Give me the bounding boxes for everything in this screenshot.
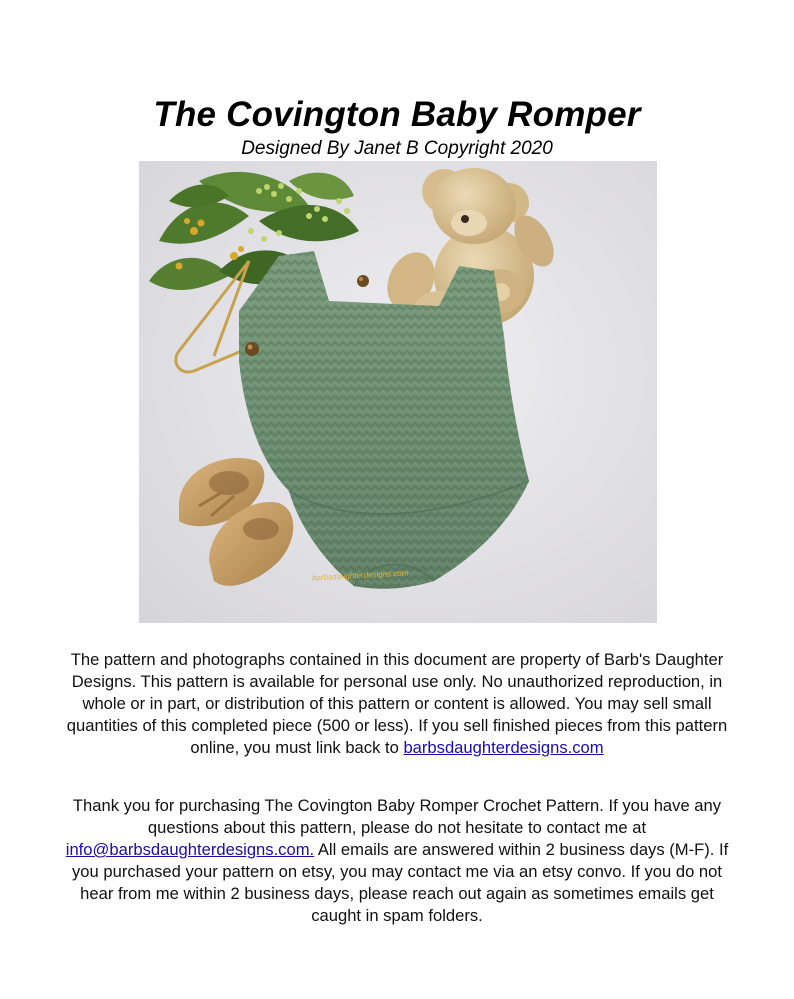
photo-watermark: barbsdaughterdesigns.com bbox=[311, 568, 409, 583]
romper-photo bbox=[139, 161, 657, 623]
website-link[interactable]: barbsdaughterdesigns.com bbox=[403, 738, 604, 757]
thank-you-text: Thank you for purchasing The Covington Baby Romper Crochet Pattern. If you have any questions about this pattern, please do not hesitate to contact me at bbox=[72, 796, 722, 837]
thank-you-paragraph bbox=[60, 795, 734, 927]
email-link[interactable]: info@barbsdaughterdesigns.com. bbox=[65, 840, 315, 859]
copyright-notice-text: The pattern and photographs contained in this document are property of Barb's Daughter Designs. This pattern is available for personal use only. No unauthorized reproduction, in whole or in part, or distribution of this pattern or content is allowed. You may sell small quantities of this completed piece (500 or less). If you sell finished pieces from this pattern online, you must link back to bbox=[66, 650, 728, 757]
romper-photo-illustration bbox=[139, 161, 657, 623]
thank-you-text-continued: All emails are answered within 2 business days (M-F). If you purchased your pattern on etsy, you may contact me via an etsy convo. If you do not hear from me within 2 business days, please reach out again as sometimes emails get caught in spam folders. bbox=[72, 840, 729, 925]
document-subtitle: Designed By Janet B Copyright 2020 bbox=[241, 138, 553, 159]
copyright-notice bbox=[60, 649, 734, 759]
document-title: The Covington Baby Romper bbox=[153, 95, 641, 134]
